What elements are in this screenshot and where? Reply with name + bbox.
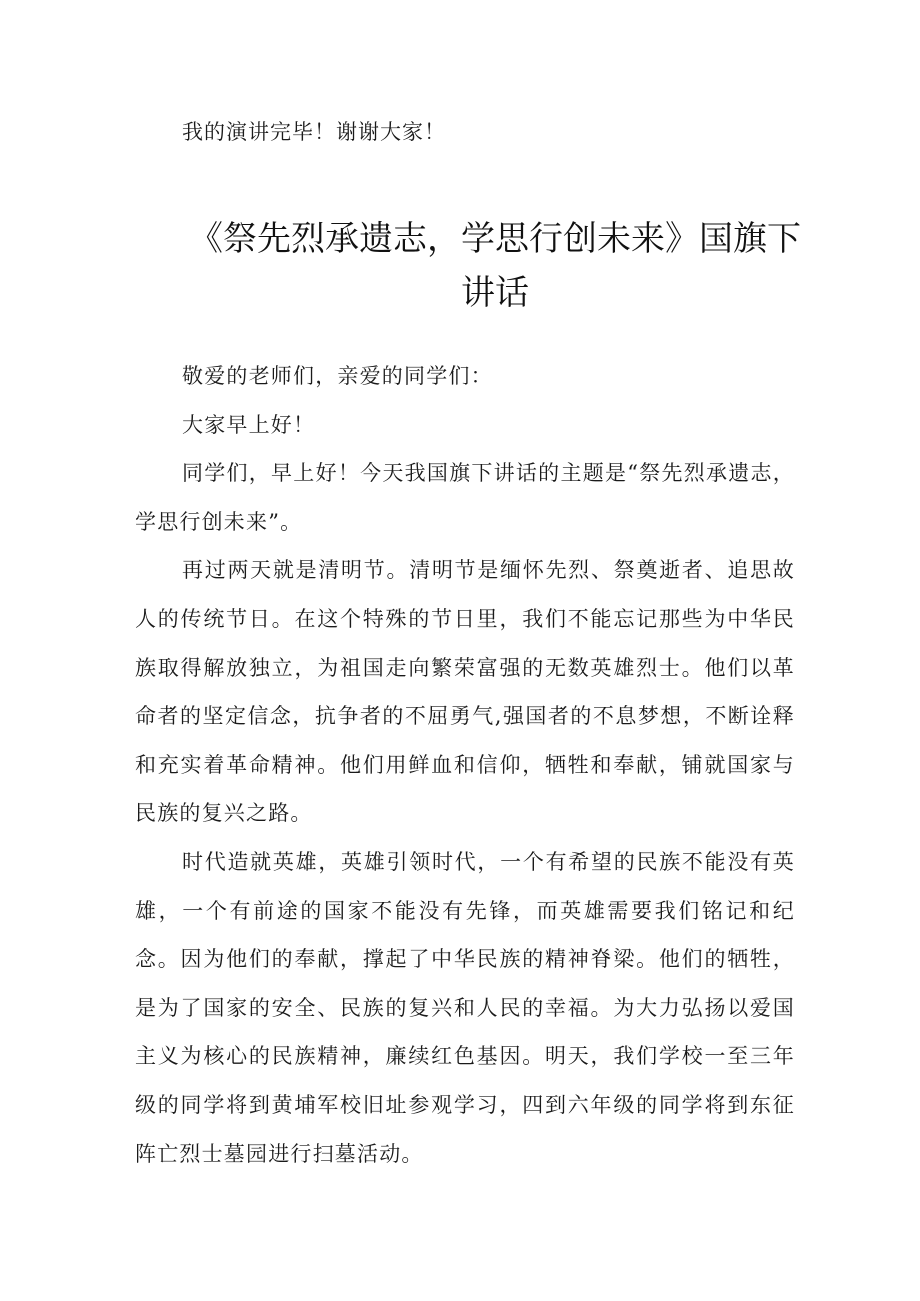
closing-line: 我的演讲完毕！谢谢大家！ [182,120,446,144]
qingming-paragraph: 再过两天就是清明节。清明节是缅怀先烈、祭奠逝者、追思故人的传统节日。在这个特殊的节日里，我们不能忘记那些为中华民族取得解放独立，为祖国走向繁荣富强的无数英雄烈士。他们以革命者的坚定信念，抗争者的不屈勇气,强国者的不息梦想，不断诠释和充实着革命精神。他们用鲜血和信仰，牺牲和奉献，铺就国家与民族的复兴之路。 [135,558,795,826]
greeting-paragraph: 大家早上好！ [182,412,316,437]
heroes-paragraph: 时代造就英雄，英雄引领时代，一个有希望的民族不能没有英雄，一个有前途的国家不能没有先锋，而英雄需要我们铭记和纪念。因为他们的奉献，撑起了中华民族的精神脊梁。他们的牺牲，是为了国家的安全、民族的复兴和人民的幸福。为大力弘扬以爱国主义为核心的民族精神，廉续红色基因。明天，我们学校一至三年级的同学将到黄埔军校旧址参观学习，四到六年级的同学将到东征阵亡烈士墓园进行扫墓活动。 [135,849,795,1166]
speech-body [135,352,795,1178]
speech-title-line-1: 《祭先烈承遗志，学思行创未来》国旗下 [189,219,801,259]
topic-paragraph: 同学们，早上好！今天我国旗下讲话的主题是“祭先烈承遗志，学思行创未来”。 [135,461,795,534]
speech-title [130,212,860,320]
salutation-paragraph: 敬爱的老师们，亲爱的同学们： [182,364,493,388]
speech-title-line-2: 讲话 [461,273,529,313]
